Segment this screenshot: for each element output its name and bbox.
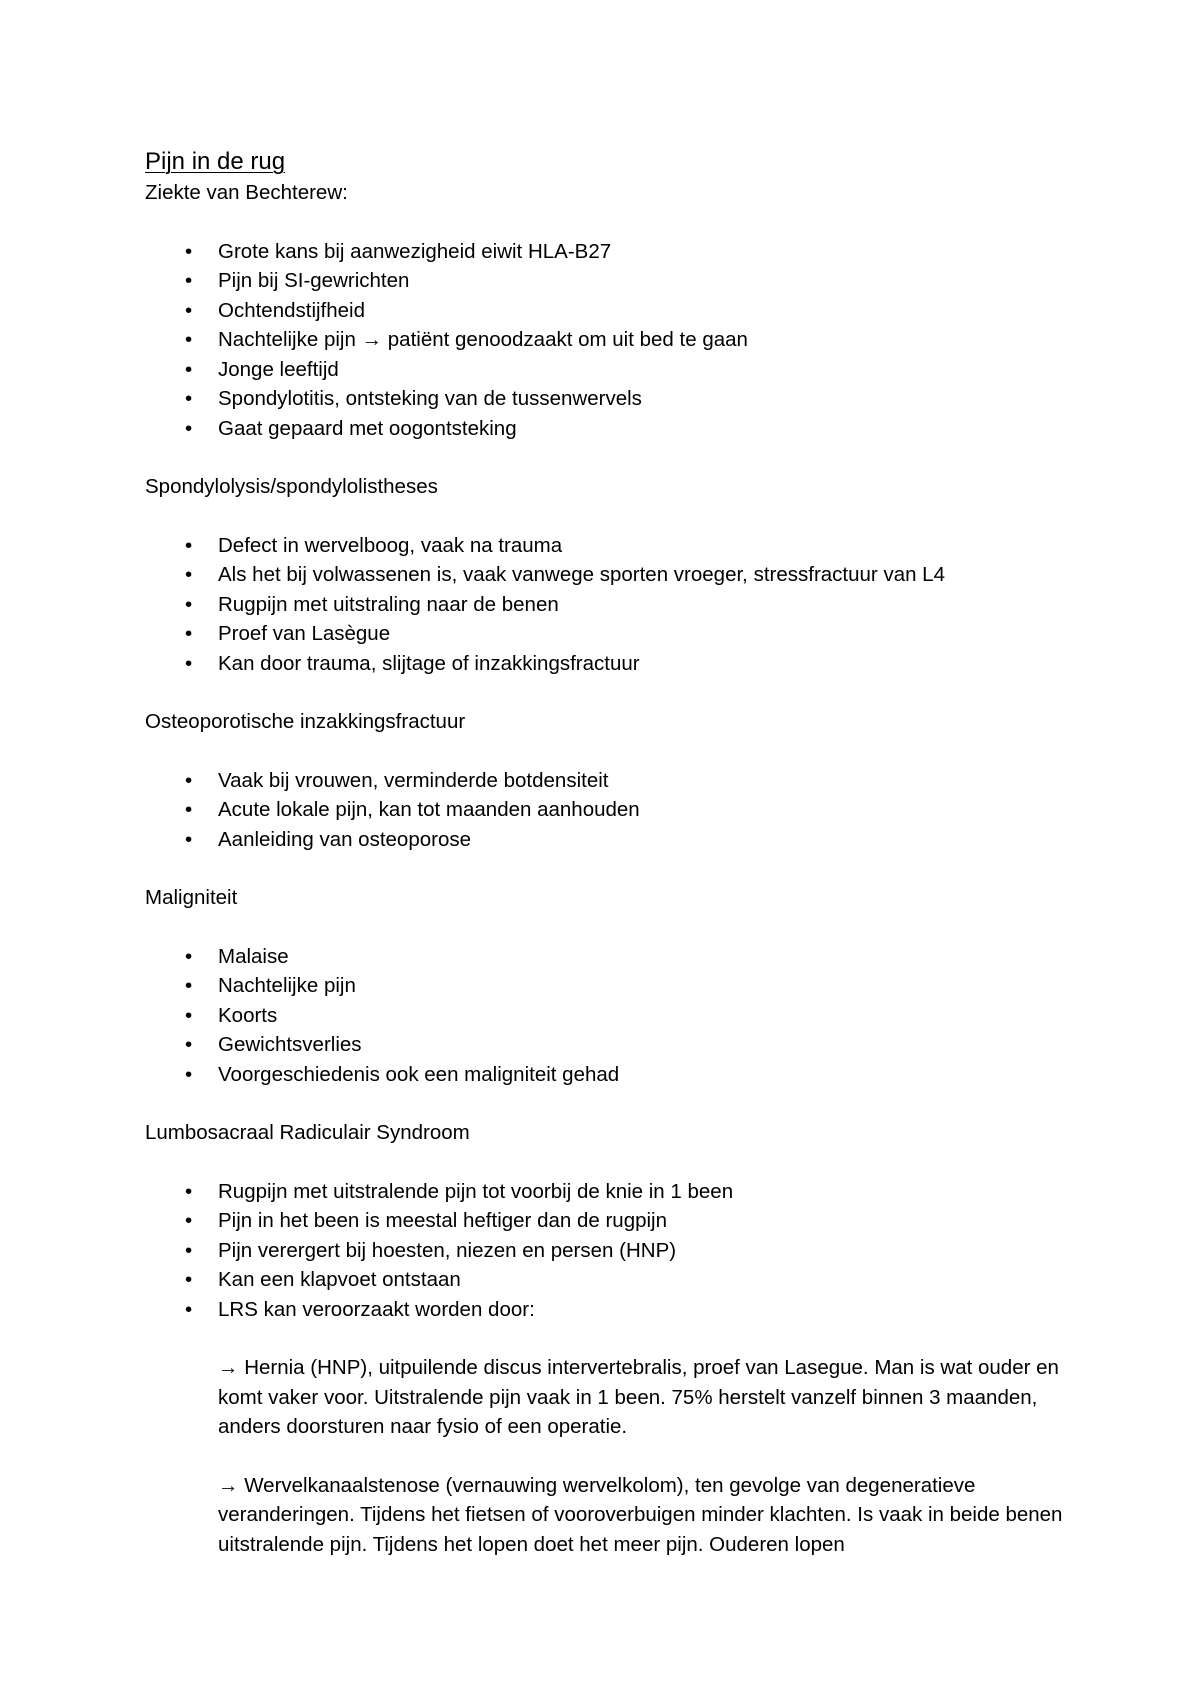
list-item <box>145 619 1075 649</box>
list-item <box>145 1265 1075 1295</box>
list-item-text: Pijn bij SI-gewrichten <box>218 269 410 292</box>
list-item-text: Koorts <box>218 1003 278 1027</box>
list-item-text: Als het bij volwassenen is, vaak vanwege sporten vroeger, stressfractuur van L4 <box>218 563 945 586</box>
bullet-icon: • <box>185 563 193 586</box>
bullet-icon: • <box>185 1238 193 1262</box>
list-item <box>145 237 1075 267</box>
list-item-text: Nachtelijke pijn → patiënt genoodzaakt om uit bed te gaan <box>218 328 748 351</box>
bullet-icon: • <box>185 592 193 616</box>
section-heading: Maligniteit <box>145 886 238 909</box>
list-item <box>145 971 1075 1001</box>
section-osteoporotische <box>145 707 1075 854</box>
list-item <box>145 355 1075 385</box>
list-item-text: Kan door trauma, slijtage of inzakkingsfractuur <box>218 651 640 675</box>
bullet-icon: • <box>185 269 193 292</box>
list-item <box>145 1177 1075 1207</box>
list-item <box>145 1001 1075 1031</box>
list-item-text: Rugpijn met uitstralende pijn tot voorbij de knie in 1 been <box>218 1179 734 1203</box>
list-item-text: Defect in wervelboog, vaak na trauma <box>218 533 563 557</box>
section-heading: Spondylolysis/spondylolistheses <box>145 475 438 498</box>
stenose-paragraph: → Wervelkanaalstenose (vernauwing wervelkolom), ten gevolge van degeneratieve veranderingen. Tijdens het fietsen of vooroverbuigen minder klachten. Is vaak in beide benen uitstralende pijn. Tijdens het lopen doet het meer pijn. Ouderen lopen <box>218 1473 1063 1556</box>
section-heading: Ziekte van Bechterew: <box>145 181 348 204</box>
bullet-icon: • <box>185 1297 193 1321</box>
list-item <box>145 266 1075 296</box>
list-item <box>145 1030 1075 1060</box>
list-item <box>145 590 1075 620</box>
list-item <box>145 296 1075 326</box>
list-item-text: Malaise <box>218 944 289 968</box>
bullet-icon: • <box>185 1179 193 1203</box>
hernia-paragraph: → Hernia (HNP), uitpuilende discus intervertebralis, proef van Lasegue. Man is wat ouder en komt vaker voor. Uitstralende pijn vaak in 1 been. 75% herstelt vanzelf binnen 3 maanden, anders doorsturen naar fysio of een operatie. <box>218 1356 1059 1438</box>
section-bechterew <box>145 178 1075 443</box>
bullet-icon: • <box>185 328 193 351</box>
bullet-icon: • <box>185 533 193 557</box>
bullet-icon: • <box>185 768 193 792</box>
page-title: Pijn in de rug <box>145 148 286 175</box>
list-item <box>145 1295 1075 1325</box>
bullet-icon: • <box>185 298 193 322</box>
list-item-text: Grote kans bij aanwezigheid eiwit HLA-B27 <box>218 239 612 263</box>
list-item-text: Pijn verergert bij hoesten, niezen en persen (HNP) <box>218 1238 677 1262</box>
bullet-list <box>145 531 1075 679</box>
list-item-text: Rugpijn met uitstraling naar de benen <box>218 592 559 616</box>
bullet-icon: • <box>185 1268 193 1291</box>
list-item-text: Vaak bij vrouwen, verminderde botdensiteit <box>218 768 609 792</box>
list-item <box>145 649 1075 679</box>
bullet-icon: • <box>185 1033 193 1056</box>
section-spondylolysis <box>145 472 1075 678</box>
list-item-text: Kan een klapvoet ontstaan <box>218 1268 461 1291</box>
bullet-icon: • <box>185 387 193 410</box>
bullet-icon: • <box>185 622 193 645</box>
list-item-text: Nachtelijke pijn <box>218 974 356 997</box>
list-item <box>145 384 1075 414</box>
bullet-icon: • <box>185 1062 193 1086</box>
list-item <box>145 1206 1075 1236</box>
bullet-list <box>145 1177 1075 1325</box>
list-item <box>145 795 1075 825</box>
bullet-icon: • <box>185 416 193 440</box>
list-item-text: LRS kan veroorzaakt worden door: <box>218 1297 535 1321</box>
bullet-list <box>145 942 1075 1090</box>
bullet-icon: • <box>185 239 193 263</box>
bullet-icon: • <box>185 798 193 821</box>
bullet-list <box>145 766 1075 855</box>
list-item <box>145 560 1075 590</box>
section-maligniteit <box>145 883 1075 1089</box>
bullet-icon: • <box>185 1209 193 1232</box>
list-item-text: Voorgeschiedenis ook een maligniteit gehad <box>218 1062 620 1086</box>
bullet-icon: • <box>185 827 193 851</box>
list-item-text: Jonge leeftijd <box>218 357 339 381</box>
bullet-icon: • <box>185 651 193 675</box>
bullet-icon: • <box>185 1003 193 1027</box>
list-item-text: Gewichtsverlies <box>218 1033 362 1056</box>
list-item <box>145 414 1075 444</box>
bullet-icon: • <box>185 974 193 997</box>
list-item-text: Acute lokale pijn, kan tot maanden aanhouden <box>218 798 640 821</box>
section-heading: Lumbosacraal Radiculair Syndroom <box>145 1121 470 1144</box>
list-item-text: Aanleiding van osteoporose <box>218 827 472 851</box>
bullet-icon: • <box>185 944 193 968</box>
section-lrs <box>145 1118 1075 1559</box>
list-item <box>145 1236 1075 1266</box>
list-item <box>145 766 1075 796</box>
list-item-text: Pijn in het been is meestal heftiger dan de rugpijn <box>218 1209 668 1232</box>
list-item <box>145 325 1075 355</box>
bullet-list <box>145 237 1075 444</box>
list-item-text: Spondylotitis, ontsteking van de tussenwervels <box>218 387 642 410</box>
list-item-text: Proef van Lasègue <box>218 622 391 645</box>
list-item <box>145 825 1075 855</box>
list-item <box>145 1060 1075 1090</box>
list-item <box>145 942 1075 972</box>
document-page <box>145 146 1075 1588</box>
list-item-text: Gaat gepaard met oogontsteking <box>218 416 517 440</box>
list-item-text: Ochtendstijfheid <box>218 298 366 322</box>
bullet-icon: • <box>185 357 193 381</box>
list-item <box>145 531 1075 561</box>
section-heading: Osteoporotische inzakkingsfractuur <box>145 710 466 733</box>
